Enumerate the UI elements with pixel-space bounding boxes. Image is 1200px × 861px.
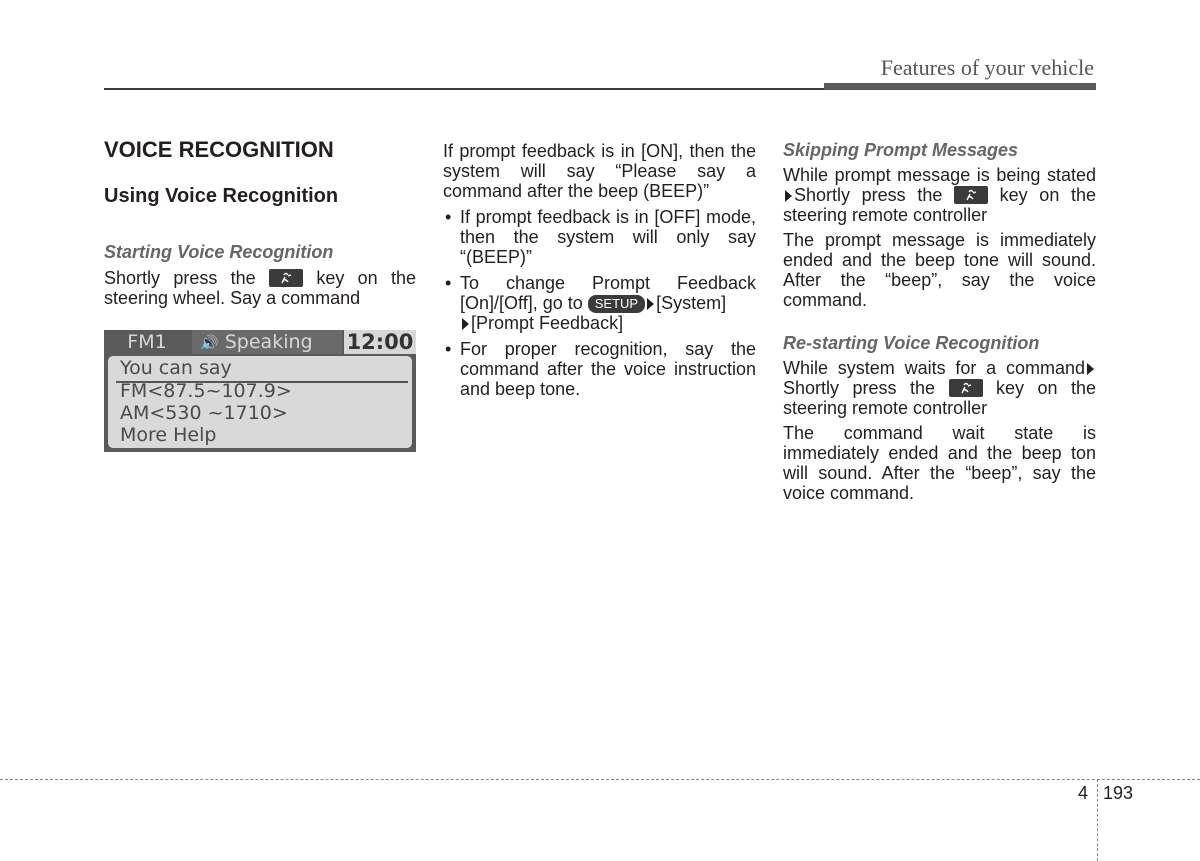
page-number: 193 <box>1103 783 1134 803</box>
prompt-intro: If prompt feedback is in [ON], then the system will say “Please say a command after the beep (BEEP)” <box>443 141 756 201</box>
restart-text <box>783 358 1096 418</box>
skip-text-c: key on the steering remote controller <box>783 185 1096 225</box>
prompt-bullets <box>443 207 756 399</box>
lcd-top-bar <box>104 330 416 354</box>
voice-key-icon <box>954 186 988 204</box>
arrow-right-icon <box>1087 363 1094 375</box>
arrow-right-icon <box>647 298 654 310</box>
setup-key-icon: SETUP <box>588 295 645 313</box>
column-1 <box>104 137 416 308</box>
lcd-screen <box>104 330 416 452</box>
starting-text-b: key on the steering wheel. Say a command <box>104 268 416 308</box>
bullet-text: To change Prompt Feedback [On]/[Off], go to <box>460 273 756 313</box>
header-title: Features of your vehicle <box>880 55 1094 80</box>
bullet-text: For proper recognition, say the command after the voice instruction and beep tone. <box>460 339 756 399</box>
footer-rule <box>0 779 1200 780</box>
lcd-status-label: Speaking <box>224 331 313 353</box>
restart-text-c: key on the steering remote controller <box>783 378 1096 418</box>
lcd-clock: 12:00 <box>344 330 416 354</box>
column-3 <box>783 140 1096 503</box>
list-item <box>443 207 756 267</box>
lcd-line: FM<87.5~107.9> <box>120 380 292 402</box>
restart-text-b: Shortly press the <box>783 378 936 398</box>
restart-text-a: While system waits for a command <box>783 358 1085 378</box>
bullet-text: [System] <box>656 293 727 313</box>
list-item <box>443 273 756 333</box>
column-2 <box>443 141 756 399</box>
skip-text-a: While prompt message is being stated <box>783 165 1096 185</box>
arrow-right-icon <box>462 318 469 330</box>
starting-text-a: Shortly press the <box>104 268 256 288</box>
restart-heading: Re-starting Voice Recognition <box>783 333 1040 353</box>
lcd-status <box>192 330 342 354</box>
speaker-icon: 🔊 <box>200 334 219 352</box>
starting-text <box>104 268 416 308</box>
footer-divider <box>1097 779 1098 861</box>
lcd-band: FM1 <box>104 330 190 354</box>
section-title: VOICE RECOGNITION <box>104 137 334 162</box>
bullet-text: If prompt feedback is in [OFF] mode, then the system will only say “(BEEP)” <box>460 207 756 267</box>
lcd-body <box>108 356 412 448</box>
lcd-line: More Help <box>120 424 217 446</box>
skip-heading: Skipping Prompt Messages <box>783 140 1019 160</box>
lcd-line: You can say <box>120 357 232 379</box>
voice-key-icon <box>269 269 303 287</box>
lcd-line: AM<530 ~1710> <box>120 402 288 424</box>
skip-text-b: Shortly press the <box>794 185 943 205</box>
list-item <box>443 339 756 399</box>
starting-heading: Starting Voice Recognition <box>104 242 334 262</box>
chapter-number: 4 <box>1078 783 1089 803</box>
header-rule-accent <box>824 83 1096 90</box>
bullet-text: [Prompt Feedback] <box>471 313 624 333</box>
skip-text <box>783 165 1096 225</box>
subtitle: Using Voice Recognition <box>104 185 339 207</box>
voice-key-icon <box>949 379 983 397</box>
restart-text-2: The command wait state is immediately ended and the beep ton will sound. After the “beep”, say the voice command. <box>783 423 1096 503</box>
arrow-right-icon <box>785 190 792 202</box>
skip-text-2: The prompt message is immediately ended and the beep tone will sound. After the “beep”, say the voice command. <box>783 230 1096 310</box>
